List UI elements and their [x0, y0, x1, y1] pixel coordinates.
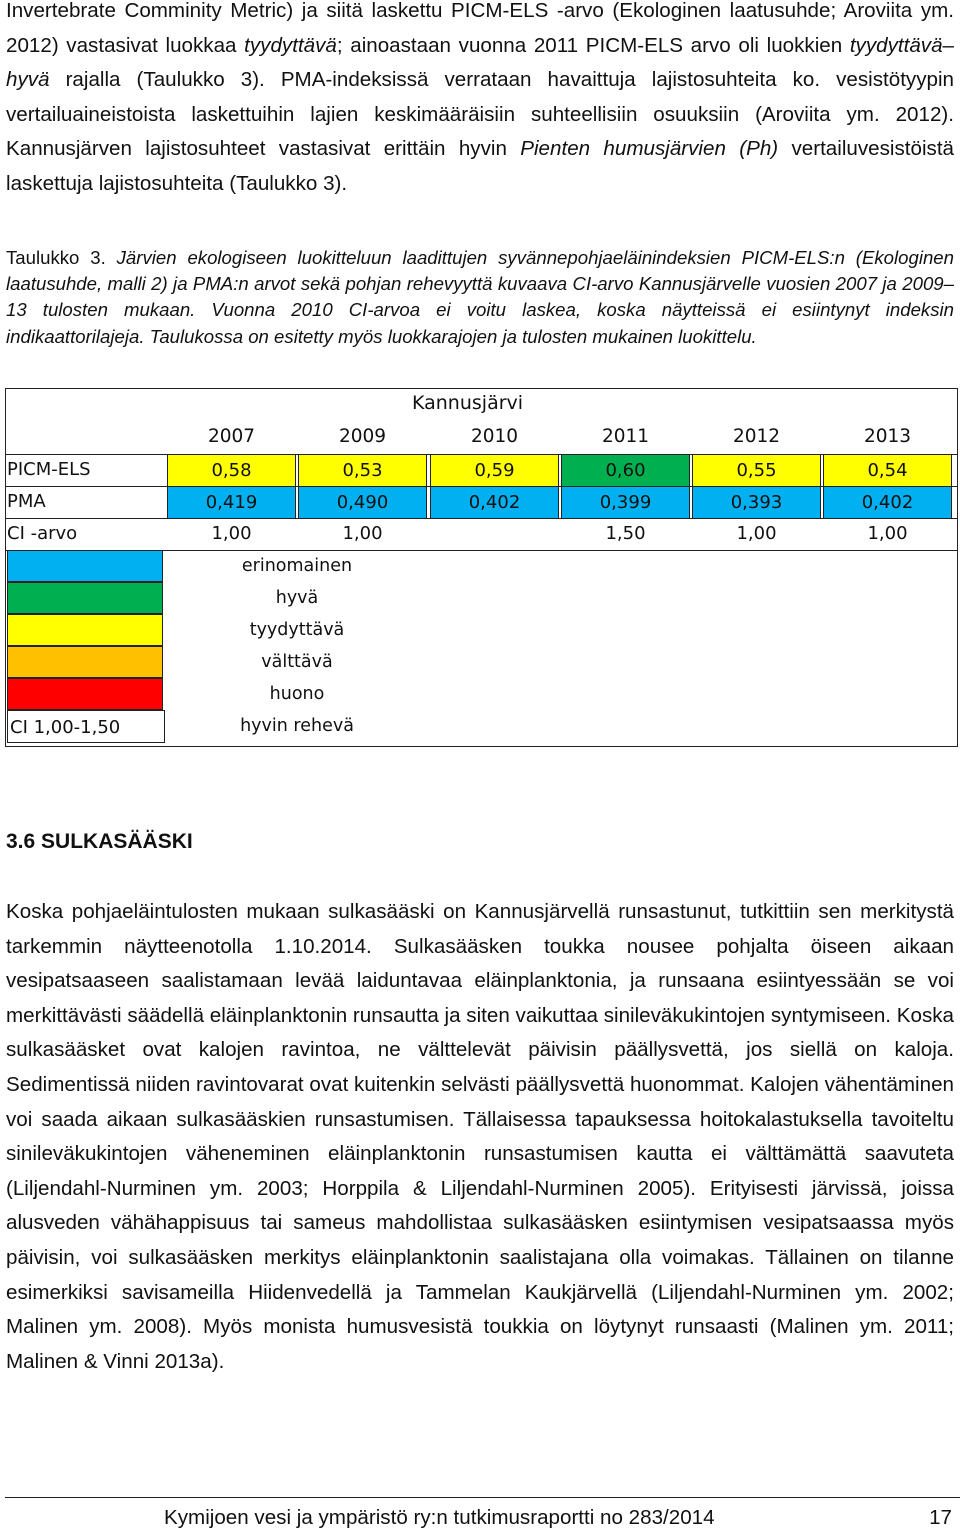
- value-cell: 0,393: [692, 486, 821, 519]
- row-label: PMA: [7, 491, 46, 512]
- value-cell: 1,00: [342, 523, 383, 544]
- value-cell: 0,60: [561, 454, 690, 487]
- body-paragraph: Koska pohjaeläintulosten mukaan sulkasääski on Kannusjärvellä runsastunut, tutkittiin sen merkitystä tarkemmin näytteenotolla 1.10.2014. Sulkasääsken toukka nousee pohjalta öiseen aikaan vesipatsaaseen saalistamaan levää laiduntavaa eläinplanktonia, ja runsaana esiintyessään se voi merkittävästi säädellä eläinplanktonin runsautta ja siten vaikuttaa sinileväkukintojen syntymiseen. Koska sulkasääsket ovat kalojen ravintoa, ne välttelevät päivisin päällysvettä, jos siellä on kaloja. Sedimentissä niiden ravintovarat ovat kuitenkin selvästi päällysvettä huonommat. Kalojen vähentäminen voi saada aikaan sulkasääskien runsastumisen. Tällaisessa tapauksessa hoitokalastuksella tavoiteltu sinileväkukintojen väheneminen eläinplanktonin runsastumisen kautta ei välttämättä saavuteta (Liljendahl-Nurminen ym. 2003; Horppila & Liljendahl-Nurminen 2005). Erityisesti järvissä, joissa alusveden vähähappisuus tai sameus mahdollistaa sulkasääsken esiintymisen vesipatsaassa myös päivisin, voi sulkasääsken merkitys eläinplanktonin saalistajana olla voimakas. Tällainen on tilanne esimerkiksi savisameilla Hiidenvedellä ja Tammelan Kaukjärvellä (Liljendahl-Nurminen ym. 2002; Malinen ym. 2008). Myös monista humusvesistä toukkia on löytynyt runsaasti (Malinen ym. 2011; Malinen & Vinni 2013a).: [6, 900, 954, 1373]
- value-cell: 1,00: [211, 523, 252, 544]
- value-cell: 0,419: [167, 486, 296, 519]
- intro-segment: Invertebrate Comminity Metric) ja siitä laskettu PICM-ELS -arvo (Ekologinen laatusuhde; Aroviita ym. 2012) vastasivat luokkaa: [6, 0, 954, 57]
- row-label: PICM-ELS: [7, 459, 91, 480]
- legend-label: erinomainen: [241, 556, 353, 576]
- section-number: 3.6: [6, 830, 36, 853]
- value-cell: 0,54: [823, 454, 952, 487]
- value-cell: 0,55: [692, 454, 821, 487]
- year-header: 2012: [732, 426, 781, 447]
- intro-segment: tyydyttävä: [244, 33, 337, 57]
- value-cell: 0,59: [430, 454, 559, 487]
- year-header: 2011: [601, 426, 650, 447]
- caption-body: Järvien ekologiseen luokitteluun laadittujen syvännepohjaeläinindeksien PICM-ELS:n (Ekologinen laatusuhde, malli 2) ja PMA:n arvot sekä pohjan rehevyyttä kuvaava CI-arvo Kannusjärvelle vuosien 2007 ja 2009–13 tulosten mukaan. Vuonna 2010 CI-arvoa ei voitu laskea, koska näytteissä ei esiintynyt indeksin indikaattorilajeja. Taulukossa on esitetty myös luokkarajojen ja tulosten mukainen luokittelu.: [6, 247, 954, 347]
- page-number: 17: [929, 1506, 952, 1529]
- value-cell: 0,402: [430, 486, 559, 519]
- legend-label: hyvin rehevä: [240, 716, 354, 736]
- year-header: 2013: [863, 426, 912, 447]
- legend-swatch: [7, 678, 163, 710]
- value-cell: 1,00: [867, 523, 908, 544]
- intro-segment: vertailuvesistöistä laskettuja lajistosuhteita (Taulukko 3).: [6, 137, 954, 195]
- footer-text: Kymijoen vesi ja ympäristö ry:n tutkimusraportti no 283/2014: [164, 1506, 715, 1529]
- ci-range-label: CI 1,00-1,50: [7, 710, 165, 743]
- intro-segment: Pienten humusjärvien (Ph): [520, 137, 779, 161]
- value-cell: 1,50: [605, 523, 646, 544]
- value-cell: [430, 518, 559, 550]
- year-header: 2007: [207, 426, 256, 447]
- legend-label: tyydyttävä: [249, 620, 345, 640]
- row-label: CI -arvo: [7, 523, 78, 544]
- legend-label: huono: [269, 684, 325, 704]
- footer-divider: [5, 1497, 960, 1498]
- value-cell: 0,53: [298, 454, 427, 487]
- legend-label: välttävä: [261, 652, 333, 672]
- table-caption: [6, 245, 954, 350]
- intro-paragraph: [6, 0, 954, 202]
- legend-swatch: [7, 550, 163, 582]
- value-cell: 0,490: [298, 486, 427, 519]
- intro-segment: ; ainoastaan vuonna 2011 PICM-ELS arvo oli luokkien: [336, 33, 850, 57]
- intro-segment: rajalla (Taulukko 3). PMA-indeksissä verrataan havaittuja lajistosuhteita ko. vesistötyypin vertailuaineistoista laskettuihin lajien keskimääräisiin suhteellisiin osuuksiin (Aroviita ym. 2012). Kannusjärven lajistosuhteet vastasivat erittäin hyvin: [6, 68, 954, 161]
- section-title: SULKASÄÄSKI: [41, 830, 193, 853]
- value-cell: 0,399: [561, 486, 690, 519]
- caption-lead: Taulukko 3.: [6, 247, 106, 268]
- intro-segment: tyydyttävä–hyvä: [6, 33, 954, 92]
- legend-label: hyvä: [275, 588, 319, 608]
- year-header: 2009: [338, 426, 387, 447]
- value-cell: 1,00: [736, 523, 777, 544]
- legend-swatch: [7, 582, 163, 614]
- legend-swatch: [7, 646, 163, 678]
- year-header: 2010: [470, 426, 519, 447]
- table-title: Kannusjärvi: [412, 392, 524, 414]
- value-cell: 0,58: [167, 454, 296, 487]
- value-cell: 0,402: [823, 486, 952, 519]
- legend-swatch: [7, 614, 163, 646]
- section-heading: [6, 830, 193, 854]
